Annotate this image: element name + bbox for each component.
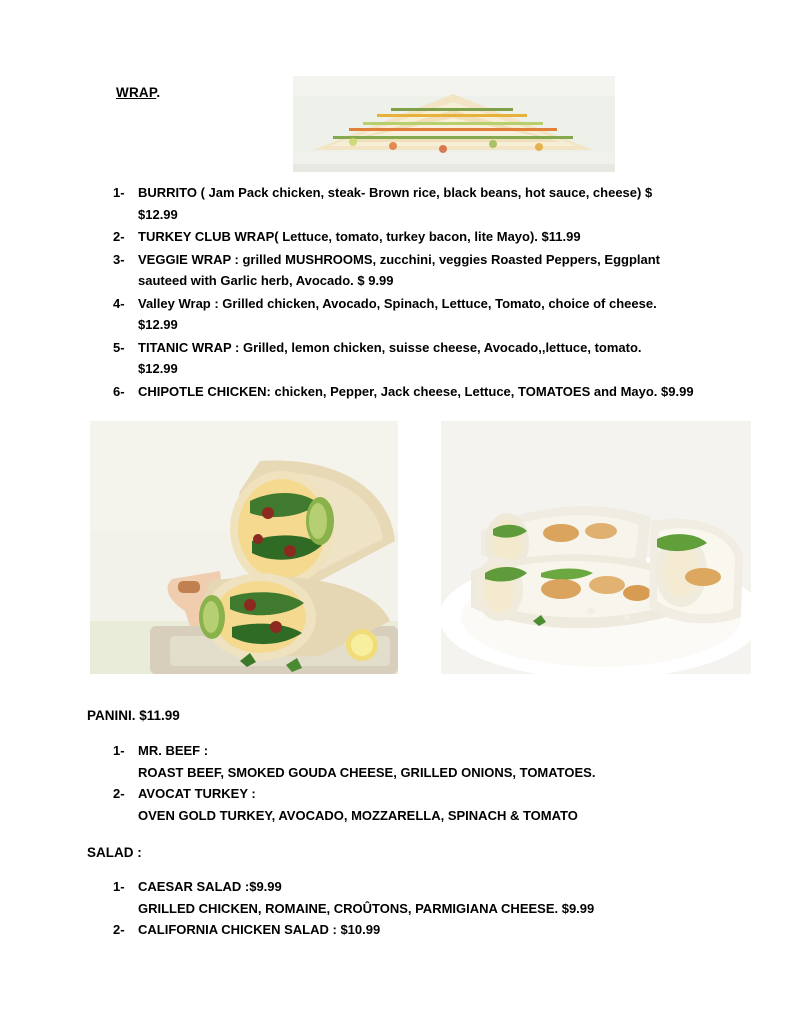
list-item-line2: ROAST BEEF, SMOKED GOUDA CHEESE, GRILLED ONIONS, TOMATOES. bbox=[138, 764, 596, 780]
list-item-line1: AVOCAT TURKEY : bbox=[138, 786, 256, 801]
list-item-number: 2- bbox=[113, 786, 125, 801]
list-item-text bbox=[138, 740, 750, 783]
list-item-text bbox=[138, 876, 750, 919]
panini-items-list bbox=[110, 740, 750, 826]
list-item-number: 5- bbox=[113, 339, 125, 355]
list-item bbox=[110, 381, 750, 403]
chicken-wraps-photo-graphic bbox=[441, 421, 751, 674]
veggie-wrap-photo-graphic bbox=[90, 421, 398, 674]
list-item-line2: $12.99 bbox=[138, 206, 178, 222]
list-item-number: 1- bbox=[113, 185, 125, 200]
list-item bbox=[110, 919, 750, 941]
list-item-line1: CHIPOTLE CHICKEN: chicken, Pepper, Jack cheese, Lettuce, TOMATOES and Mayo. $9.99 bbox=[138, 383, 694, 399]
list-item bbox=[110, 740, 750, 783]
list-item-text bbox=[138, 919, 750, 941]
list-item bbox=[110, 226, 750, 248]
panini-section-heading: PANINI. $11.99 bbox=[87, 708, 180, 723]
list-item-text bbox=[138, 293, 750, 336]
list-item-line1: Valley Wrap : Grilled chicken, Avocado, Spinach, Lettuce, Tomato, choice of cheese. bbox=[138, 295, 657, 311]
list-item-line1: MR. BEEF : bbox=[138, 743, 209, 758]
list-item bbox=[110, 783, 750, 826]
veggie-wrap-held-in-hand-photo bbox=[90, 421, 398, 674]
list-item-line1: VEGGIE WRAP : grilled MUSHROOMS, zucchini, veggies Roasted Peppers, Eggplant bbox=[138, 251, 661, 267]
wrap-items-list bbox=[110, 182, 750, 403]
list-item-line1: TURKEY CLUB WRAP( Lettuce, tomato, turkey bacon, lite Mayo). $11.99 bbox=[138, 229, 581, 244]
list-item-text bbox=[138, 182, 750, 225]
wrap-platter-photo-graphic bbox=[293, 76, 615, 172]
wrap-heading-text: WRAP bbox=[116, 85, 157, 100]
list-item-text bbox=[138, 337, 750, 380]
list-item-text bbox=[138, 226, 750, 248]
list-item-number: 1- bbox=[113, 879, 125, 894]
list-item-line2: sauteed with Garlic herb, Avocado. $ 9.99 bbox=[138, 273, 394, 288]
list-item bbox=[110, 249, 750, 292]
list-item-line1: BURRITO ( Jam Pack chicken, steak- Brown rice, black beans, hot sauce, cheese) $ bbox=[138, 185, 653, 200]
wrap-heading-suffix: . bbox=[156, 85, 161, 100]
wrap-platter-photo bbox=[293, 76, 615, 172]
list-item bbox=[110, 182, 750, 225]
list-item bbox=[110, 876, 750, 919]
list-item-number: 2- bbox=[113, 922, 125, 937]
list-item-number: 2- bbox=[113, 229, 125, 244]
list-item-text bbox=[138, 381, 750, 403]
list-item bbox=[110, 337, 750, 380]
salad-section-heading: SALAD : bbox=[87, 845, 142, 860]
list-item-line2: $12.99 bbox=[138, 361, 178, 376]
list-item-line2: OVEN GOLD TURKEY, AVOCADO, MOZZARELLA, SPINACH & TOMATO bbox=[138, 807, 578, 823]
salad-items-list bbox=[110, 876, 750, 941]
list-item-line1: TITANIC WRAP : Grilled, lemon chicken, suisse cheese, Avocado,,lettuce, tomato. bbox=[138, 339, 642, 355]
list-item-line1: CALIFORNIA CHICKEN SALAD : $10.99 bbox=[138, 922, 381, 937]
list-item-number: 4- bbox=[113, 295, 125, 311]
list-item-line1: CAESAR SALAD :$9.99 bbox=[138, 879, 282, 894]
list-item bbox=[110, 293, 750, 336]
list-item-line2: $12.99 bbox=[138, 317, 178, 332]
wrap-section-heading bbox=[116, 85, 160, 100]
list-item-text bbox=[138, 249, 750, 292]
stacked-chicken-wraps-on-plate-photo bbox=[441, 421, 751, 674]
list-item-number: 1- bbox=[113, 743, 125, 758]
list-item-number: 6- bbox=[113, 383, 125, 399]
list-item-line2: GRILLED CHICKEN, ROMAINE, CROÛTONS, PARMIGIANA CHEESE. $9.99 bbox=[138, 900, 595, 916]
list-item-number: 3- bbox=[113, 251, 125, 267]
list-item-text bbox=[138, 783, 750, 826]
